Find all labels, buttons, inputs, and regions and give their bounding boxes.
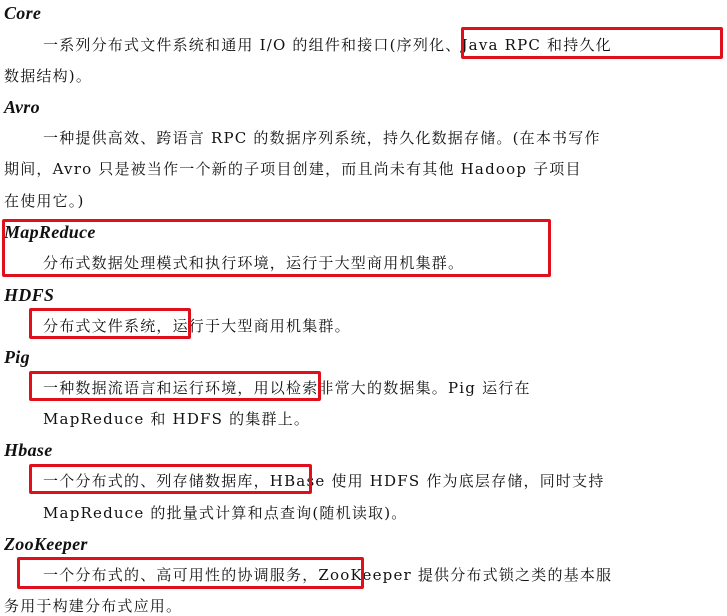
definition-line: 分布式数据处理模式和执行环境，运行于大型商用机集群。 — [43, 254, 465, 272]
term-hbase: Hbase — [4, 440, 53, 460]
term-zookeeper: ZooKeeper — [4, 534, 88, 554]
definition-line: 分布式文件系统，运行于大型商用机集群。 — [43, 317, 351, 335]
definition-line: 务用于构建分布式应用。 — [4, 597, 183, 615]
definition-line: 一个分布式的、高可用性的协调服务，ZooKeeper 提供分布式锁之类的基本服 — [43, 566, 613, 584]
definition-line: 期间，Avro 只是被当作一个新的子项目创建，而且尚未有其他 Hadoop 子项目 — [4, 160, 582, 178]
definition-line: 在使用它。) — [4, 192, 85, 210]
definition-line: MapReduce 和 HDFS 的集群上。 — [43, 410, 311, 428]
term-mapreduce: MapReduce — [4, 222, 96, 242]
definition-line: 一系列分布式文件系统和通用 I/O 的组件和接口(序列化、Java RPC 和持久化 — [43, 36, 612, 54]
definition-line: 一个分布式的、列存储数据库，HBase 使用 HDFS 作为底层存储，同时支持 — [43, 472, 605, 490]
term-core: Core — [4, 3, 42, 23]
definition-line: 一种提供高效、跨语言 RPC 的数据序列系统，持久化数据存储。(在本书写作 — [43, 129, 601, 147]
term-pig: Pig — [4, 347, 30, 367]
term-avro: Avro — [4, 97, 40, 117]
definition-line: MapReduce 的批量式计算和点查询(随机读取)。 — [43, 504, 408, 522]
definition-line: 一种数据流语言和运行环境，用以检索非常大的数据集。Pig 运行在 — [43, 379, 531, 397]
definition-line: 数据结构)。 — [4, 67, 93, 85]
term-hdfs: HDFS — [4, 285, 55, 305]
